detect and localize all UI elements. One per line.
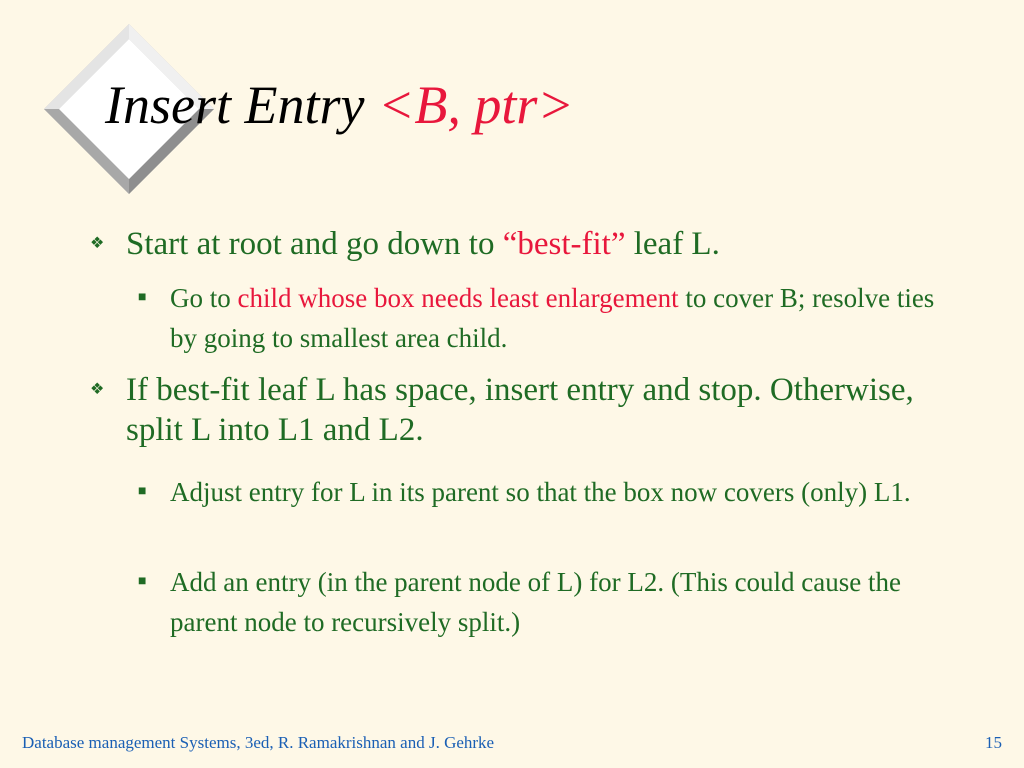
sub-bullet-text: Adjust entry for L in its parent so that the box now covers (only) L1. xyxy=(170,477,911,507)
sub-bullet-item xyxy=(138,278,958,358)
sub-bullet-text: Add an entry (in the parent node of L) for L2. (This could cause the parent node to recursively split.) xyxy=(170,567,902,637)
page-number: 15 xyxy=(985,733,1002,752)
sub-bullet-item xyxy=(138,562,958,642)
slide-footer: Database management Systems, 3ed, R. Ramakrishnan and J. Gehrke xyxy=(22,733,495,752)
sub-bullet-item xyxy=(138,472,958,512)
bullet-text-part: Start at root and go down to xyxy=(126,226,503,262)
sub-bullet-highlight: child whose box needs least enlargement xyxy=(237,283,679,313)
sub-bullet-text-part: Go to xyxy=(170,283,238,313)
bullet-highlight: “best-fit” xyxy=(502,226,626,262)
bullet-item xyxy=(90,370,950,450)
bullet-text xyxy=(126,224,950,264)
square-bullet-icon: ■ xyxy=(138,574,147,589)
four-petal-diamond-icon: ❖ xyxy=(90,235,105,252)
sub-bullet-text xyxy=(170,278,958,358)
bullet-text-part: leaf L. xyxy=(625,226,720,262)
bullet-text: If best-fit leaf L has space, insert entry and stop. Otherwise, split L into L1 and L2. xyxy=(126,372,914,448)
title-accent: <B, ptr> xyxy=(377,75,574,135)
sub-bullet-text-part: to cover B; resolve ties by going to smallest area child. xyxy=(170,283,935,353)
bullet-item xyxy=(90,224,950,264)
four-petal-diamond-icon: ❖ xyxy=(90,381,105,398)
title-main: Insert Entry xyxy=(105,75,378,135)
square-bullet-icon: ■ xyxy=(138,484,147,499)
square-bullet-icon: ■ xyxy=(138,290,147,305)
